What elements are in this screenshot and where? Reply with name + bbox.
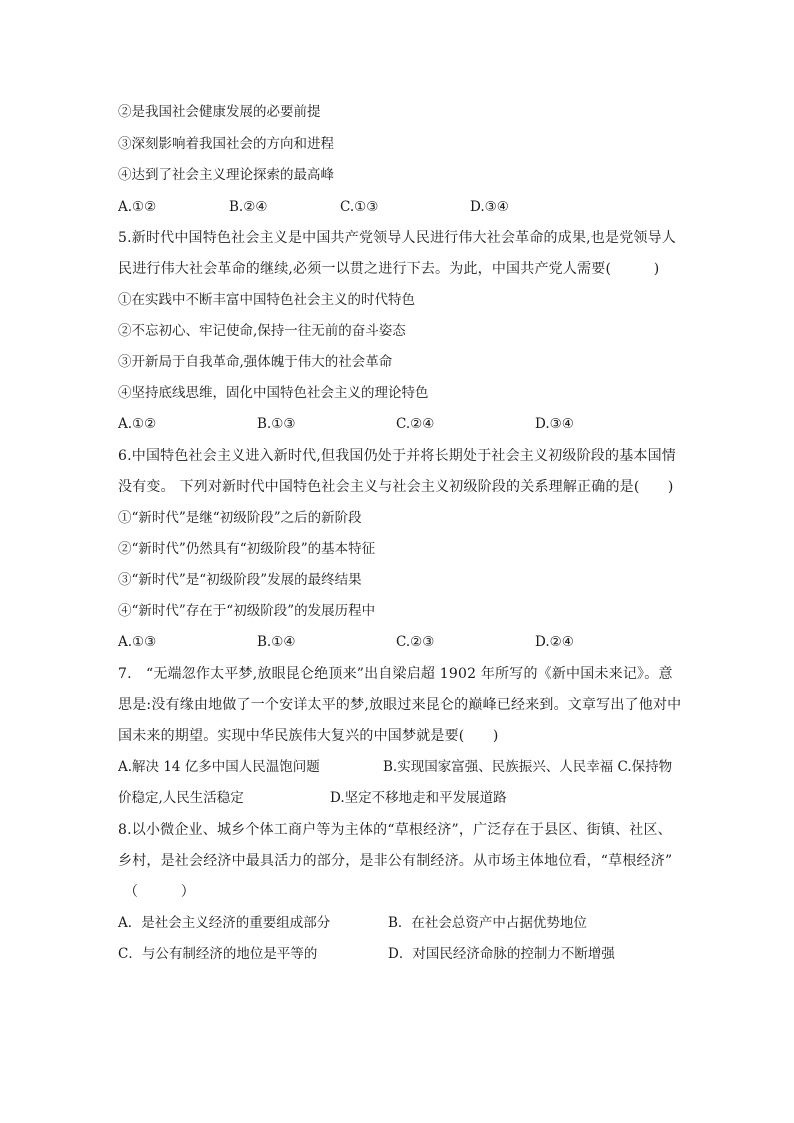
q7-option-b-c: B.实现国家富强、民族振兴、人民幸福 C.保持物 bbox=[383, 759, 673, 775]
q5-option-b: B.①③ bbox=[257, 416, 296, 432]
q5-item-4: ④坚持底线思维，固化中国特色社会主义的理论特色 bbox=[118, 385, 429, 401]
q5-option-c: C.②④ bbox=[396, 416, 435, 432]
q6-item-1: ①“新时代”是继“初级阶段”之后的新阶段 bbox=[118, 510, 362, 526]
q7-option-c-continued: 价稳定,人民生活稳定 bbox=[118, 790, 244, 806]
q8-answer-blank: （ ） bbox=[124, 884, 195, 900]
q6-item-2: ②“新时代”仍然具有“初级阶段”的基本特征 bbox=[118, 541, 376, 557]
q8-option-b: B．在社会总资产中占据优势地位 bbox=[388, 915, 587, 931]
q7-stem-line-2: 思是:没有缘由地做了一个安详太平的梦,放眼过来昆仑的巅峰已经来到。文章写出了他对中 bbox=[118, 697, 682, 713]
q4-item-4: ④达到了社会主义理论探索的最高峰 bbox=[118, 167, 334, 183]
q5-item-3: ③开新局于自我革命,强体魄于伟大的社会革命 bbox=[118, 354, 393, 370]
q7-stem-line-1: 7. “无端忽作太平梦,放眼昆仑绝顶来”出自梁启超 1902 年所写的《新中国未来记》。意 bbox=[118, 666, 673, 682]
q6-option-a: A.①③ bbox=[118, 634, 157, 650]
q4-option-b: B.②④ bbox=[229, 199, 268, 215]
q6-option-d: D.②④ bbox=[535, 634, 574, 650]
q6-item-4: ④“新时代”存在于“初级阶段”的发展历程中 bbox=[118, 603, 376, 619]
q4-option-a: A.①② bbox=[118, 199, 157, 215]
q5-stem-line-2: 民进行伟大社会革命的继续,必须一以贯之进行下去。为此，中国共产党人需要( ) bbox=[118, 261, 660, 277]
q6-stem-line-1: 6.中国特色社会主义进入新时代,但我国仍处于并将长期处于社会主义初级阶段的基本国情 bbox=[118, 448, 677, 464]
q6-option-c: C.②③ bbox=[396, 634, 435, 650]
q5-item-1: ①在实践中不断丰富中国特色社会主义的时代特色 bbox=[118, 292, 415, 308]
q8-stem-line-2: 乡村，是社会经济中最具活力的部分，是非公有制经济。从市场主体地位看，“草根经济” bbox=[118, 853, 673, 869]
q5-option-a: A.①② bbox=[118, 416, 157, 432]
q6-stem-line-2: 没有变。 下列对新时代中国特色社会主义与社会主义初级阶段的关系理解正确的是( ) bbox=[118, 479, 674, 495]
q6-option-b: B.①④ bbox=[257, 634, 296, 650]
q6-item-3: ③“新时代”是“初级阶段”发展的最终结果 bbox=[118, 572, 362, 588]
q7-stem-line-3: 国未来的期望。实现中华民族伟大复兴的中国梦就是要( ) bbox=[118, 728, 499, 744]
q4-option-d: D.③④ bbox=[470, 199, 509, 215]
q5-stem-line-1: 5.新时代中国特色社会主义是中国共产党领导人民进行伟大社会革命的成果,也是党领导人 bbox=[118, 230, 677, 246]
q4-option-c: C.①③ bbox=[340, 199, 379, 215]
q8-option-c: C．与公有制经济的地位是平等的 bbox=[118, 946, 318, 962]
q8-option-a: A．是社会主义经济的重要组成部分 bbox=[118, 915, 331, 931]
q7-option-a: A.解决 14 亿多中国人民温饱问题 bbox=[118, 759, 320, 775]
q5-item-2: ②不忘初心、牢记使命,保持一往无前的奋斗姿态 bbox=[118, 323, 406, 339]
q8-option-d: D．对国民经济命脉的控制力不断增强 bbox=[388, 946, 615, 962]
q5-option-d: D.③④ bbox=[535, 416, 574, 432]
q4-item-3: ③深刻影响着我国社会的方向和进程 bbox=[118, 136, 334, 152]
q4-item-2: ②是我国社会健康发展的必要前提 bbox=[118, 104, 321, 120]
q7-option-d: D.坚定不移地走和平发展道路 bbox=[330, 790, 507, 806]
q8-stem-line-1: 8.以小微企业、城乡个体工商户等为主体的“草根经济”，广泛存在于县区、街镇、社区、 bbox=[118, 822, 672, 838]
